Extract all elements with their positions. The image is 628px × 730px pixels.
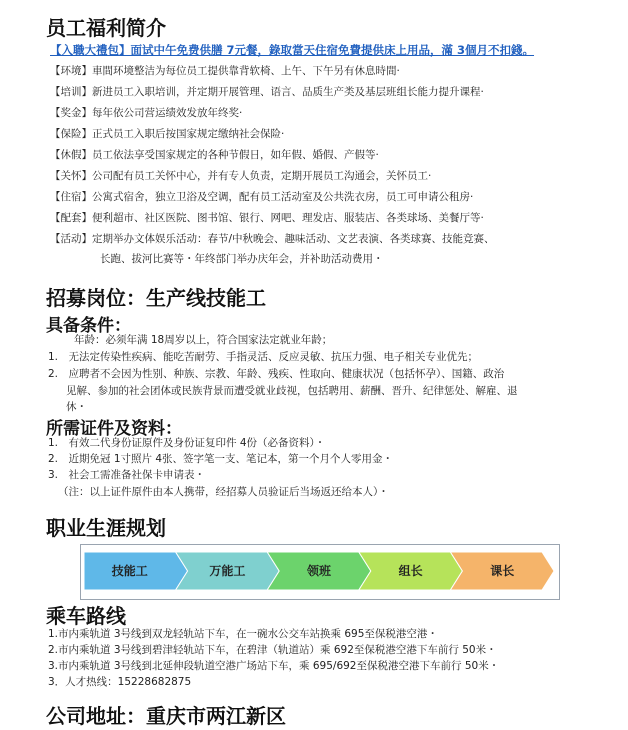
career-step-label: 万能工 bbox=[209, 564, 246, 578]
route-item: 1.市内乘轨道 3号线到双龙轻轨站下车，在一碗水公交车站换乘 695至保税港空港・ bbox=[48, 628, 438, 640]
requirement-item: 1. 无法定传染性疾病、能吃苦耐劳、手指灵活、反应灵敏、抗压力强、电子相关专业优先； bbox=[48, 351, 479, 363]
career-path-diagram bbox=[84, 550, 554, 592]
benefit-item bbox=[50, 169, 431, 183]
benefits-title: 员工福利简介 bbox=[46, 16, 166, 40]
welcome-banner[interactable]: 【入職大禮包】面试中午免费供膳 7元餐，錄取當天住宿免費提供床上用品，滿 3個月不扣錢。 bbox=[50, 43, 535, 57]
hotline: 3．人才热线：15228682875 bbox=[48, 676, 192, 688]
benefit-text: 車間环境整洁为每位员工提供靠背软椅、上午、下午另有休息時間· bbox=[92, 65, 400, 77]
requirements-title: 具备条件： bbox=[46, 316, 131, 336]
document-item: 1. 有效二代身份证原件及身份证复印件 4份（必备资料）・ bbox=[48, 437, 326, 449]
route-item: 2.市内乘轨道 3号线到碧津轻轨站下车，在碧津（轨道站）乘 692至保税港空港下车前行 50米・ bbox=[48, 644, 497, 656]
company-address bbox=[46, 700, 286, 729]
requirement-item: 2. 应聘者不会因为性别、种族、宗教、年龄、残疾、性取向、健康状况（包括怀孕）、国籍、政治 bbox=[48, 368, 505, 380]
benefit-tag: 【培训】 bbox=[50, 86, 92, 98]
benefit-tag: 【休假】 bbox=[50, 149, 92, 161]
benefit-item bbox=[50, 148, 379, 162]
address-value: 重庆市两江新区 bbox=[146, 704, 286, 728]
career-arrows bbox=[84, 550, 554, 592]
benefit-text: 公司配有员工关怀中心，并有专人负责，定期开展员工沟通会，关怀员工· bbox=[92, 170, 432, 182]
benefit-tag: 【环境】 bbox=[50, 65, 92, 77]
career-title: 职业生涯规划 bbox=[46, 516, 166, 540]
benefit-item bbox=[50, 127, 284, 141]
benefit-text: 员工依法享受国家规定的各种节假日，如年假、婚假、产假等· bbox=[92, 149, 379, 161]
document-item: 2. 近期免冠 1寸照片 4张、签字笔一支、笔记本，第一个月个人零用金・ bbox=[48, 453, 394, 465]
requirement-item-continued: 见解、参加的社会团体或民族背景而遭受就业歧视，包括聘用、薪酬、晋升、纪律惩处、解雇、退 bbox=[66, 385, 518, 397]
benefit-tag: 【保险】 bbox=[50, 128, 92, 140]
address-label: 公司地址： bbox=[46, 704, 146, 728]
benefit-tag: 【住宿】 bbox=[50, 191, 92, 203]
benefit-text: 定期举办文体娱乐活动：春节/中秋晚会、趣味活动、文艺表演、各类球赛、技能竞赛、 bbox=[92, 233, 495, 245]
benefit-item bbox=[50, 211, 484, 225]
benefit-text: 公寓式宿舍，独立卫浴及空调，配有员工活动室及公共洗衣房，员工可申请公租房· bbox=[92, 191, 474, 203]
benefit-item bbox=[50, 64, 400, 78]
benefit-text: 正式员工入职后按国家规定缴纳社会保险· bbox=[92, 128, 285, 140]
benefit-tag: 【配套】 bbox=[50, 212, 92, 224]
benefit-text: 每年依公司营运绩效发放年终奖· bbox=[92, 107, 243, 119]
route-item: 3.市内乘轨道 3号线到北延伸段轨道空港广场站下车，乘 695/692至保税港空港下车前行 50米・ bbox=[48, 660, 500, 672]
career-step-label: 技能工 bbox=[111, 564, 148, 578]
benefit-item-continued: 长跑、拔河比赛等・年终部门举办庆年会，并补助活动费用・ bbox=[100, 253, 384, 265]
requirement-item-continued: 休・ bbox=[66, 401, 87, 413]
requirement-age: 年龄：必须年满 18周岁以上，符合国家法定就业年龄； bbox=[74, 334, 333, 346]
documents-title: 所需证件及资料： bbox=[46, 419, 182, 439]
benefit-item bbox=[50, 190, 473, 204]
document-note: （注：以上证件原件由本人携带，经招募人员验证后当场返还给本人）・ bbox=[58, 486, 389, 498]
benefit-tag: 【奖金】 bbox=[50, 107, 92, 119]
benefit-item bbox=[50, 106, 242, 120]
benefit-item bbox=[50, 85, 484, 99]
document-item: 3. 社会工需准备社保卡申请表・ bbox=[48, 469, 206, 481]
career-step-label: 组长 bbox=[398, 564, 423, 578]
benefit-tag: 【活动】 bbox=[50, 233, 92, 245]
benefit-text: 新进员工入职培训，并定期开展管理、语言、品质生产类及基层班组长能力提升课程· bbox=[92, 86, 484, 98]
benefit-item bbox=[50, 232, 495, 246]
career-step-label: 课长 bbox=[490, 564, 515, 578]
recruit-title: 招募岗位：生产线技能工 bbox=[46, 286, 266, 310]
route-title: 乘车路线 bbox=[46, 604, 126, 628]
benefit-tag: 【关怀】 bbox=[50, 170, 92, 182]
benefit-text: 便利超市、社区医院、图书馆、银行、网吧、理发店、服装店、各类球场、美餐厅等· bbox=[92, 212, 484, 224]
career-step-label: 领班 bbox=[306, 564, 332, 578]
